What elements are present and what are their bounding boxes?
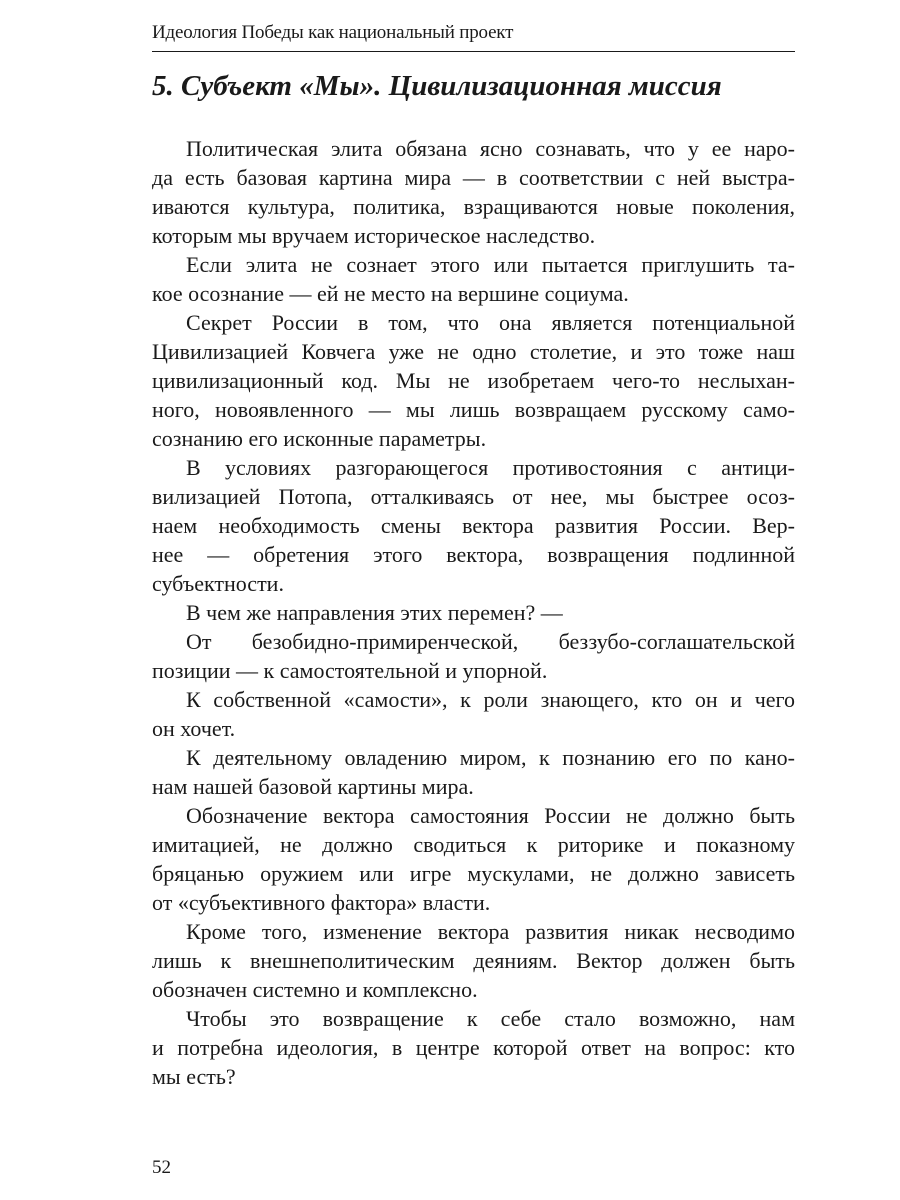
text-line: В чем же направления этих перемен? — <box>186 600 563 625</box>
text-line: иваются культура, политика, взращиваются новые поколения, <box>152 194 795 219</box>
paragraph <box>152 1004 795 1091</box>
text-line: Чтобы это возвращение к себе стало возможно, нам <box>186 1006 795 1031</box>
text-line: обозначен системно и комплексно. <box>152 977 478 1002</box>
text-line: и потребна идеология, в центре которой ответ на вопрос: кто <box>152 1035 795 1060</box>
text-line: наем необходимость смены вектора развития России. Вер- <box>152 513 795 538</box>
paragraph <box>152 308 795 453</box>
text-line: Кроме того, изменение вектора развития никак несводимо <box>186 919 795 944</box>
text-line: нам нашей базовой картины мира. <box>152 774 474 799</box>
text-line: позиции — к самостоятельной и упорной. <box>152 658 548 683</box>
text-line: сознанию его исконные параметры. <box>152 426 487 451</box>
text-line: Если элита не сознает этого или пытается приглушить та- <box>186 252 795 277</box>
text-line: нее — обретения этого вектора, возвращения подлинной <box>152 542 795 567</box>
paragraph <box>152 743 795 801</box>
header-rule <box>152 51 795 52</box>
page-number: 52 <box>152 1157 171 1178</box>
text-line: он хочет. <box>152 716 236 741</box>
text-line: от «субъективного фактора» власти. <box>152 890 491 915</box>
chapter-title: 5. Субъект «Мы». Цивилизационная миссия <box>152 70 722 102</box>
text-line: От безобидно-примиренческой, беззубо-соглашательской <box>186 629 795 654</box>
text-line: субъектности. <box>152 571 284 596</box>
running-head: Идеология Победы как национальный проект <box>152 22 514 43</box>
paragraph <box>152 134 795 250</box>
text-line: вилизацией Потопа, отталкиваясь от нее, мы быстрее осоз- <box>152 484 795 509</box>
paragraph <box>152 917 795 1004</box>
text-line: имитацией, не должно сводиться к риторике и показному <box>152 832 795 857</box>
paragraph <box>152 250 795 308</box>
text-line: Секрет России в том, что она является потенциальной <box>186 310 795 335</box>
paragraph <box>152 685 795 743</box>
text-line: бряцанью оружием или игре мускулами, не должно зависеть <box>152 861 795 886</box>
text-line: цивилизационный код. Мы не изобретаем чего-то неслыхан- <box>152 368 795 393</box>
text-line: К собственной «самости», к роли знающего, кто он и чего <box>186 687 795 712</box>
paragraph <box>152 598 795 627</box>
paragraph <box>152 801 795 917</box>
text-line: Политическая элита обязана ясно сознавать, что у ее наро- <box>186 136 795 161</box>
text-line: Обозначение вектора самостояния России не должно быть <box>186 803 795 828</box>
paragraph <box>152 627 795 685</box>
text-line: ного, новоявленного — мы лишь возвращаем русскому само- <box>152 397 795 422</box>
text-line: которым мы вручаем историческое наследство. <box>152 223 596 248</box>
text-line: Цивилизацией Ковчега уже не одно столетие, и это тоже наш <box>152 339 795 364</box>
text-line: В условиях разгорающегося противостояния с антици- <box>186 455 795 480</box>
text-line: да есть базовая картина мира — в соответствии с ней выстра- <box>152 165 795 190</box>
text-line: кое осознание — ей не место на вершине социума. <box>152 281 629 306</box>
text-line: К деятельному овладению миром, к познанию его по кано- <box>186 745 795 770</box>
text-line: мы есть? <box>152 1064 236 1089</box>
text-line: лишь к внешнеполитическим деяниям. Вектор должен быть <box>152 948 795 973</box>
body-text <box>152 134 795 1091</box>
paragraph <box>152 453 795 598</box>
